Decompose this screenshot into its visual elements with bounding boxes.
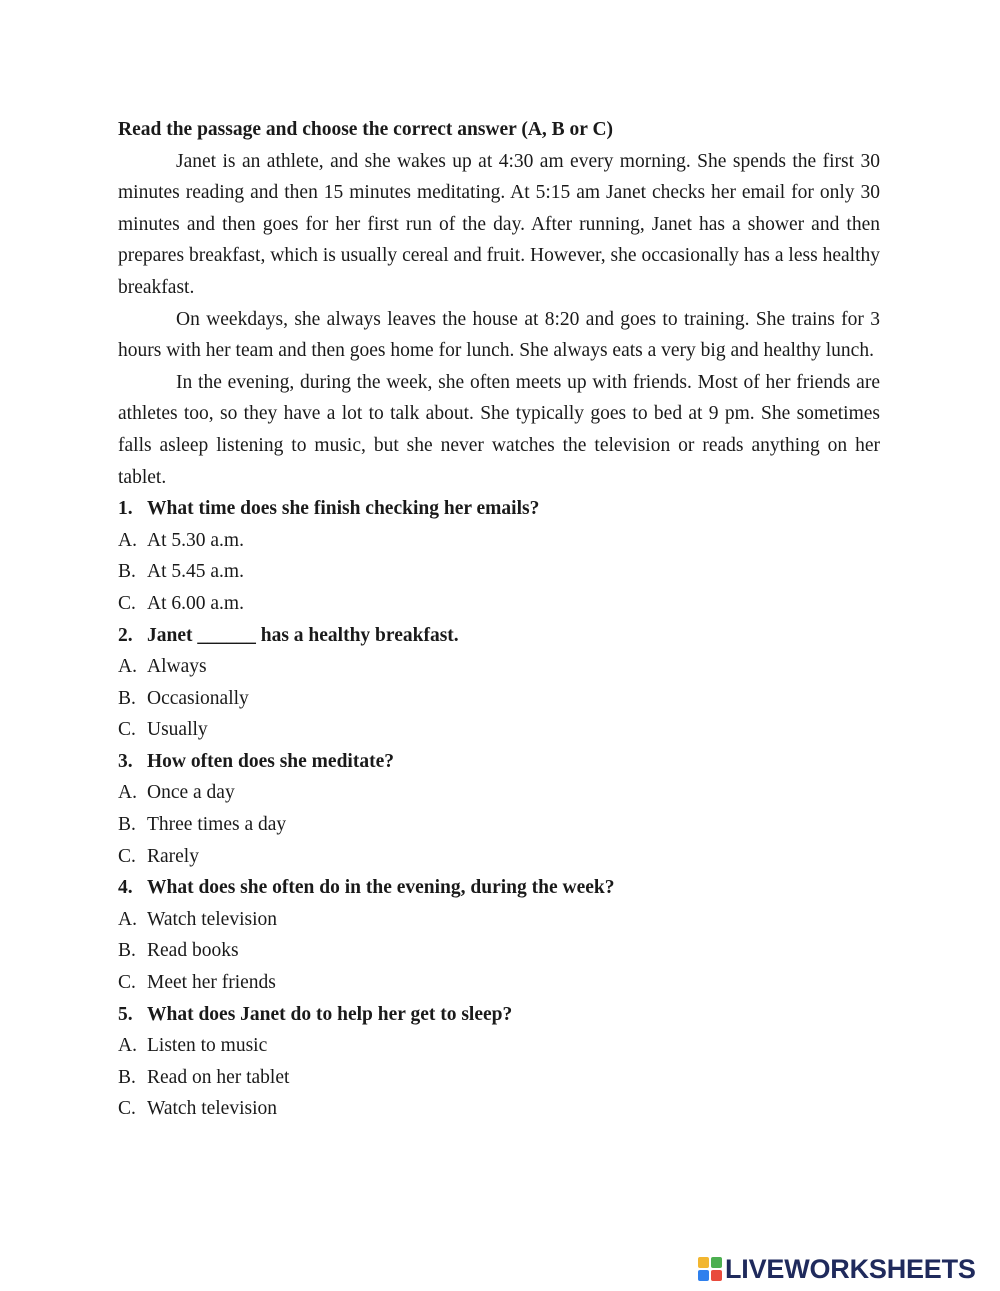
option-text: Once a day: [147, 782, 235, 804]
logo-text: LIVEWORKSHEETS: [725, 1253, 976, 1284]
liveworksheets-logo[interactable]: [698, 1254, 976, 1284]
option-text: Watch television: [147, 1098, 278, 1120]
option-letter: A.: [118, 908, 137, 930]
option-letter: C.: [118, 592, 136, 614]
answer-option[interactable]: [118, 1093, 880, 1125]
answer-option[interactable]: [118, 935, 880, 967]
option-letter: B.: [118, 814, 136, 836]
answer-option[interactable]: [118, 967, 880, 999]
question-block: [118, 872, 880, 998]
passage-paragraph: In the evening, during the week, she often meets up with friends. Most of her friends are athletes too, so they have a lot to talk about. She typically goes to bed at 9 pm. She sometimes falls asleep listening to music, but she never watches the television or reads anything on her tablet.: [118, 371, 880, 488]
option-text: Three times a day: [147, 814, 287, 836]
option-text: Usually: [147, 719, 208, 741]
answer-option[interactable]: [118, 809, 880, 841]
option-letter: A.: [118, 656, 137, 678]
answer-option[interactable]: [118, 588, 880, 620]
question-text: [118, 872, 880, 904]
question-prompt: How often does she meditate?: [147, 750, 394, 772]
answer-option[interactable]: [118, 841, 880, 873]
option-text: At 5.30 a.m.: [147, 529, 244, 551]
option-text: Read books: [147, 940, 239, 962]
answer-option[interactable]: [118, 525, 880, 557]
option-letter: C.: [118, 972, 136, 994]
question-number: 4.: [118, 877, 133, 899]
question-block: [118, 999, 880, 1125]
option-text: At 6.00 a.m.: [147, 592, 244, 614]
option-text: Read on her tablet: [147, 1066, 290, 1088]
question-number: 5.: [118, 1003, 133, 1025]
passage-paragraph: Janet is an athlete, and she wakes up at 4:30 am every morning. She spends the first 30 minutes reading and then 15 minutes meditating. At 5:15 am Janet checks her email for only 30 minutes and then goes for her first run of the day. After running, Janet has a shower and then prepares breakfast, which is usually cereal and fruit. However, she occasionally has a less healthy breakfast.: [118, 150, 880, 298]
option-text: At 5.45 a.m.: [147, 561, 244, 583]
option-text: Watch television: [147, 908, 278, 930]
option-letter: C.: [118, 845, 136, 867]
option-text: Occasionally: [147, 687, 249, 709]
question-block: [118, 493, 880, 619]
answer-option[interactable]: [118, 904, 880, 936]
option-letter: C.: [118, 719, 136, 741]
option-letter: A.: [118, 1035, 137, 1057]
question-prompt: What time does she finish checking her emails?: [147, 498, 540, 520]
question-prompt: What does Janet do to help her get to sleep?: [147, 1003, 513, 1025]
answer-option[interactable]: [118, 714, 880, 746]
option-text: Meet her friends: [147, 972, 276, 994]
answer-option[interactable]: [118, 556, 880, 588]
question-prompt: Janet ______ has a healthy breakfast.: [147, 624, 459, 646]
question-text: [118, 999, 880, 1031]
answer-option[interactable]: [118, 683, 880, 715]
instruction-heading: Read the passage and choose the correct answer (A, B or C): [118, 119, 614, 140]
question-block: [118, 746, 880, 872]
option-letter: A.: [118, 529, 137, 551]
option-letter: B.: [118, 687, 136, 709]
worksheet: [118, 114, 880, 1125]
option-text: Rarely: [147, 845, 199, 867]
answer-option[interactable]: [118, 1062, 880, 1094]
logo-block: [698, 1270, 709, 1281]
option-text: Always: [147, 656, 207, 678]
logo-blocks-icon: [698, 1257, 722, 1281]
option-letter: B.: [118, 561, 136, 583]
question-text: [118, 746, 880, 778]
question-text: [118, 493, 880, 525]
answer-option[interactable]: [118, 651, 880, 683]
answer-option[interactable]: [118, 777, 880, 809]
question-block: [118, 620, 880, 746]
option-letter: C.: [118, 1098, 136, 1120]
option-letter: B.: [118, 1066, 136, 1088]
option-text: Listen to music: [147, 1035, 268, 1057]
logo-block: [698, 1257, 709, 1268]
passage-paragraph: On weekdays, she always leaves the house at 8:20 and goes to training. She trains for 3 hours with her team and then goes home for lunch. She always eats a very big and healthy lunch.: [118, 308, 880, 362]
question-prompt: What does she often do in the evening, during the week?: [147, 877, 615, 899]
question-text: [118, 620, 880, 652]
logo-block: [711, 1257, 722, 1268]
logo-block: [711, 1270, 722, 1281]
question-number: 3.: [118, 750, 133, 772]
question-number: 2.: [118, 624, 133, 646]
question-number: 1.: [118, 498, 133, 520]
option-letter: B.: [118, 940, 136, 962]
answer-option[interactable]: [118, 1030, 880, 1062]
option-letter: A.: [118, 782, 137, 804]
